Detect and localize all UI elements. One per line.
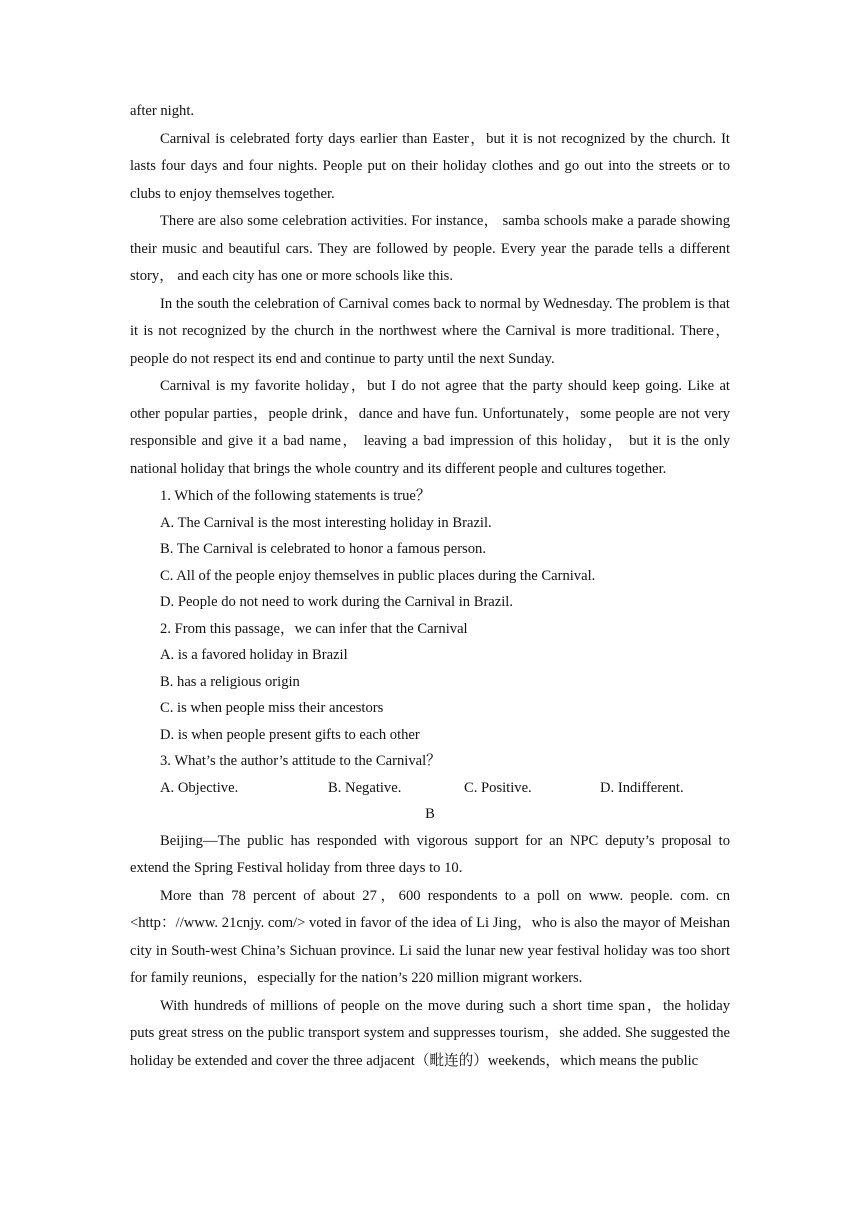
passage-b-paragraph-1: Beijing—The public has responded with vigorous support for an NPC deputy’s proposal to extend the Spring Festival holiday from three days to 10. [130,832,730,876]
question-3-option-c: C. Positive. [464,779,532,796]
question-3 [130,748,730,801]
question-1-stem: 1. Which of the following statements is true？ [160,488,431,504]
passage-a-paragraph-2: There are also some celebration activities. For instance， samba schools make a parade showing their music and beautiful cars. They are followed by people. Every year the parade tells a different story， and each city has one or more schools like this. [130,213,730,284]
document-page [130,98,730,1075]
question-3-stem: 3. What’s the author’s attitude to the Carnival？ [160,753,441,769]
question-2-option-a: A. is a favored holiday in Brazil [160,647,348,663]
question-3-option-d: D. Indifferent. [600,779,684,796]
passage-a-paragraph-1: Carnival is celebrated forty days earlier than Easter，but it is not recognized by the church. It lasts four days and four nights. People put on their holiday clothes and go out into the streets or to clubs to enjoy themselves together. [130,130,730,202]
question-3-option-b: B. Negative. [328,779,402,796]
question-2 [130,616,730,749]
question-2-option-b: B. has a religious origin [160,673,300,690]
question-1 [130,483,730,616]
question-3-option-a: A. Objective. [160,779,239,796]
question-2-option-d: D. is when people present gifts to each other [160,726,420,743]
section-label-b: B [425,806,435,822]
passage-a-continuation: after night. [130,103,195,119]
passage-b-paragraph-3: With hundreds of millions of people on the move during such a short time span，the holiday puts great stress on the public transport system and suppresses tourism，she added. She suggested the holiday be extended and cover the three adjacent（毗连的）weekends，which means the public [130,997,730,1069]
passage-a-paragraph-4: Carnival is my favorite holiday，but I do not agree that the party should keep going. Like at other popular parties，people drink，dance and have fun. Unfortunately，some people are not very responsible and give it a bad name， leaving a bad impression of this holiday， but it is the only national holiday that brings the whole country and its different people and cultures together. [130,378,730,477]
question-1-option-b: B. The Carnival is celebrated to honor a famous person. [160,541,486,557]
passage-b-paragraph-2: More than 78 percent of about 27，600 respondents to a poll on www. people. com. cn <http：//www. 21cnjy. com/> voted in favor of the idea of Li Jing，who is also the mayor of Meishan city in South-west China’s Sichuan province. Li said the lunar new year festival holiday was too short for family reunions，especially for the nation’s 220 million migrant workers. [130,887,730,986]
passage-a-paragraph-3: In the south the celebration of Carnival comes back to normal by Wednesday. The problem is that it is not recognized by the church in the northwest where the Carnival is more traditional. There，people do not respect its end and continue to party until the next Sunday. [130,295,730,367]
question-3-options [130,775,730,802]
question-1-option-c: C. All of the people enjoy themselves in public places during the Carnival. [160,567,596,584]
question-1-option-a: A. The Carnival is the most interesting holiday in Brazil. [160,514,492,531]
question-2-stem: 2. From this passage，we can infer that the Carnival [160,620,468,637]
question-2-option-c: C. is when people miss their ancestors [160,700,384,716]
question-1-option-d: D. People do not need to work during the Carnival in Brazil. [160,594,514,610]
